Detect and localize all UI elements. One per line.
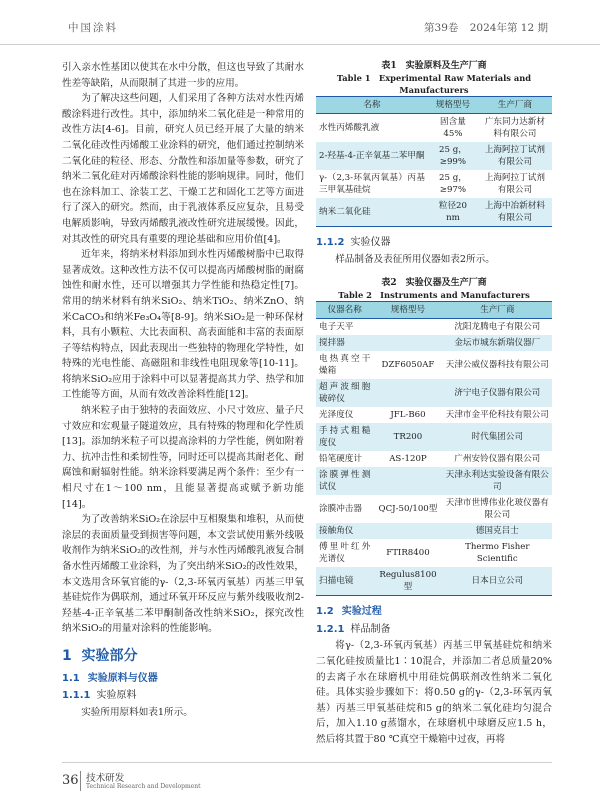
subsubsection-heading: 1.2.1 样品制备 bbox=[316, 623, 391, 635]
table-row: 扫描电镜 Regulus8100型 日本日立公司 bbox=[316, 567, 552, 596]
footer-section-en: Technical Research and Development bbox=[86, 783, 201, 790]
paragraph: 为了改善纳米SiO₂在涂层中互相聚集和堆积，从而使涂层的表面质量受到损害等问题，本文尝试使用紫外线吸收剂作为纳米SiO₂的改性剂，并与水性丙烯酸乳液复合制备水性丙烯酸工业涂料，为了突出纳米SiO₂的改性效果，本文选用含环氧官能的γ-（2,3-环氧丙氧基）丙基三甲氧基硅烷作为偶联剂，通过环氧开环反应与紫外线吸收剂2-羟基-4-正辛氧基二苯甲酮制备改性纳米SiO₂，探究改性纳米SiO₂的用量对涂料的性能影响。 bbox=[62, 514, 305, 635]
table-header: 生产厂商 bbox=[478, 97, 552, 114]
table-row: γ-（2,3-环氧丙氧基）丙基三甲氧基硅烷 25 g，≥97% 上海阿拉丁试剂有限公司 bbox=[319, 173, 545, 195]
paragraph: 引入亲水性基团以使其在水中分散，但这也导致了其耐水性差等缺陷，从而限制了其进一步的应用。 bbox=[62, 62, 304, 89]
table-row: 超声波细胞破碎仪 济宁电子仪器有限公司 bbox=[316, 379, 552, 407]
paragraph: 纳米粒子由于独特的表面效应、小尺寸效应、量子尺寸效应和宏观量子隧道效应，具有特殊的物理和化学性质[13]。添加纳米粒子可以提高涂料的力学性能，例如附着力、抗冲击性和柔韧性等，同时还可以提高其耐老化、耐腐蚀和耐辐射性能。纳米涂料要满足两个条件：至少有一相尺寸在1～100 nm，且能显著提高或赋予新功能[14]。 bbox=[62, 405, 304, 510]
table2 bbox=[316, 301, 552, 596]
volume: 第39卷 bbox=[424, 22, 459, 34]
issue: 2024年第 12 期 bbox=[469, 22, 548, 34]
paragraph: 实验所用原料如表1所示。 bbox=[81, 706, 193, 718]
page-header bbox=[0, 0, 600, 45]
table-row: 电子天平 沈阳龙腾电子有限公司 bbox=[319, 322, 541, 333]
page-footer bbox=[62, 762, 552, 797]
section-heading: 1 实验部分 bbox=[62, 647, 138, 664]
paragraph: 为了解决这些问题，人们采用了各种方法对水性丙烯酸涂料进行改性。其中，添加纳米二氧化硅是一种常用的改性方法[4-6]。目前，研究人员已经开展了大量的纳米二氧化硅改性丙烯酸工业涂料的研究，他们通过控制纳米二氧化硅的粒径、形态、分散性和添加量等参数，研究了纳米二氧化硅对丙烯酸涂料性能的影响规律。同时，他们也在涂料加工、涂装工艺、干燥工艺和固化工艺等方面进行了深入的研究。然而，由于乳液体系反应复杂，且易受电解质影响，导致丙烯酸乳液改性研究进展缓慢。因此，对其改性的研究具有重要的理论基础和应用价值[4]。 bbox=[62, 93, 304, 245]
footer-section-cn: 技术研发 bbox=[86, 773, 125, 784]
table2-title-en: Table 2 Instruments and Manufacturers bbox=[338, 290, 530, 301]
table-row: 纳米二氧化硅 粒径20 nm 上海中冶新材料有限公司 bbox=[316, 198, 552, 227]
subsection-heading: 1.1 实验原料与仪器 bbox=[62, 672, 158, 684]
table-header: 规格型号 bbox=[428, 97, 478, 114]
table-header: 生产厂商 bbox=[443, 302, 552, 319]
table-row: 水性丙烯酸乳液 固含量45% 广东同力达新材料有限公司 bbox=[319, 117, 545, 139]
table-row: 铅笔硬度计 AS-120P 广州安铃仪器有限公司 bbox=[319, 454, 541, 465]
paragraph: 样品制备及表征所用仪器如表2所示。 bbox=[335, 253, 495, 265]
paragraph: 近年来，将纳米材料添加到水性丙烯酸树脂中已取得显著成效。这种改性方法不仅可以提高丙烯酸树脂的耐腐蚀性和耐水性，还可以增强其力学性能和热稳定性[7]。常用的纳米材料有纳米SiO₂、纳米TiO₂、纳米ZnO、纳米CaCO₃和纳米Fe₃O₄等[8-9]。纳米SiO₂是一种环保材料，具有小颗粒、大比表面积、高表面能和丰富的表面原子等结构特点，因此表现出一些独特的物理化学特性，如特殊的光电性能、高磁阻和非线性电阻现象等[10-11]。将纳米SiO₂应用于涂料中可以显著提高其力学、热学和加工性能等方面，从而有效改善涂料性能[12]。 bbox=[62, 249, 305, 401]
page-number: 36 bbox=[62, 773, 79, 788]
journal-name: 中国涂料 bbox=[68, 22, 118, 34]
table-row: 搅拌器 金坛市城东新瑞仪器厂 bbox=[316, 335, 552, 351]
left-column bbox=[62, 60, 304, 720]
table-row: 电热真空干燥箱 DZF6050AF 天津公威仪器科技有限公司 bbox=[319, 354, 549, 377]
table-row: 傅里叶红外光谱仪 FTIR8400 Thermo Fisher Scientific bbox=[319, 542, 530, 565]
footer-divider bbox=[80, 771, 81, 791]
table-header: 仪器名称 bbox=[316, 302, 373, 319]
subsection-heading: 1.2 实验过程 bbox=[316, 606, 382, 618]
subsubsection-heading: 1.1.2 实验仪器 bbox=[316, 237, 391, 248]
right-column bbox=[316, 60, 552, 748]
table-row: 手持式粗糙度仪 TR200 时代集团公司 bbox=[316, 423, 552, 451]
table1-title-en: Table 1 Experimental Raw Materials and Manufacturers bbox=[336, 73, 532, 95]
table1 bbox=[316, 96, 552, 227]
table-row: 涂膜弹性测试仪 天津永利达实验设备有限公司 bbox=[316, 467, 552, 495]
table-header: 规格型号 bbox=[373, 302, 442, 319]
table2-title-zh: 表2 实验仪器及生产厂商 bbox=[381, 278, 487, 289]
issue-info bbox=[416, 20, 548, 35]
table-row: 涂膜冲击器 QCJ-50/100型 天津市世博伟业化玻仪器有限公司 bbox=[319, 498, 549, 521]
table-row: 接触角仪 德国克吕士 bbox=[316, 523, 552, 539]
table-header: 名称 bbox=[316, 97, 428, 114]
table-row: 2-羟基-4-正辛氧基二苯甲酮 25 g，≥99% 上海阿拉丁试剂有限公司 bbox=[316, 142, 552, 170]
table-row: 光泽度仪 JFL-B60 天津市金平伦科技有限公司 bbox=[319, 410, 549, 421]
paragraph: 将γ-（2,3-环氧丙氧基）丙基三甲氧基硅烷和纳米二氧化硅按质量比1∶10混合，并添加二者总质量20%的去离子水在球磨机中用硅烷偶联剂改性纳米二氧化硅。具体实验步骤如下：将0.50 g的γ-（2,3-环氧丙氧基）丙基三甲氧基硅烷和5 g的纳米二氧化硅均匀混合后，加入1.10 g蒸馏水，在球磨机中球磨反应1.5 h，然后将其置于80 ℃真空干燥箱中过夜，再将 bbox=[316, 640, 552, 745]
table1-title-zh: 表1 实验原料及生产厂商 bbox=[381, 61, 487, 71]
subsubsection-heading: 1.1.1 实验原料 bbox=[62, 690, 137, 702]
